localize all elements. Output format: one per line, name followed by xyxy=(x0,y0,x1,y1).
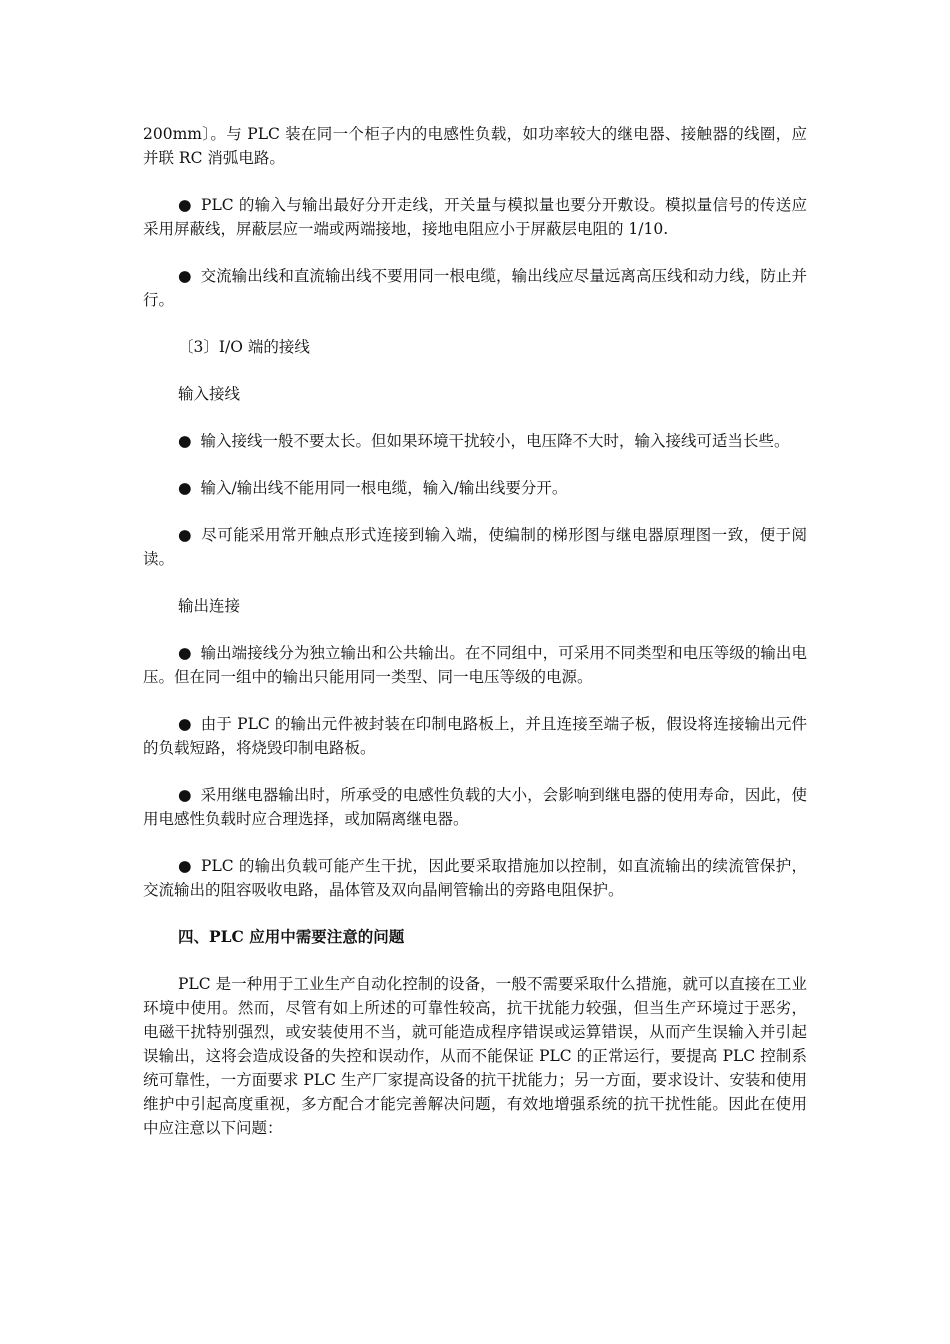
bullet-text: 由于 PLC 的输出元件被封装在印制电路板上，并且连接至端子板，假设将连接输出元件的负载短路，将烧毁印制电路板。 xyxy=(143,715,807,757)
bullet-icon: ● xyxy=(178,786,192,804)
subheading-text: 输出连接 xyxy=(178,597,241,615)
bullet-output-groups xyxy=(143,641,807,689)
subheading-text: 输入接线 xyxy=(178,385,241,403)
bullet-text: 输入/输出线不能用同一根电缆，输入/输出线要分开。 xyxy=(200,479,568,497)
bullet-output-load-interference xyxy=(143,854,807,902)
bullet-ac-dc-output-lines xyxy=(143,264,807,312)
bullet-relay-output xyxy=(143,783,807,831)
paragraph-text: 200mm〕。与 PLC 装在同一个柜子内的电感性负载，如功率较大的继电器、接触器的线圈，应并联 RC 消弧电路。 xyxy=(143,125,807,167)
bullet-icon: ● xyxy=(178,857,192,875)
bullet-icon: ● xyxy=(178,267,192,285)
bullet-text: 输入接线一般不要太长。但如果环境干扰较小，电压降不大时，输入接线可适当长些。 xyxy=(200,432,790,450)
bullet-output-short-circuit xyxy=(143,712,807,760)
section-heading-plc-issues xyxy=(143,925,807,949)
subsection-title-text: 〔3〕I/O 端的接线 xyxy=(178,338,310,356)
bullet-icon: ● xyxy=(178,526,192,544)
bullet-text: 尽可能采用常开触点形式连接到输入端，使编制的梯形图与继电器原理图一致，便于阅读。 xyxy=(143,526,807,568)
bullet-icon: ● xyxy=(178,715,192,733)
bullet-io-separate-cable xyxy=(143,476,807,500)
bullet-text: 输出端接线分为独立输出和公共输出。在不同组中，可采用不同类型和电压等级的输出电压。但在同一组中的输出只能用同一类型、同一电压等级的电源。 xyxy=(143,644,807,686)
bullet-text: PLC 的输出负载可能产生干扰，因此要采取措施加以控制，如直流输出的续流管保护，交流输出的阻容吸收电路，晶体管及双向晶闸管输出的旁路电阻保护。 xyxy=(143,857,807,899)
bullet-input-wire-length xyxy=(143,429,807,453)
subheading-output-connection xyxy=(143,594,807,618)
bullet-icon: ● xyxy=(178,196,192,214)
subsection-title-io-wiring xyxy=(143,335,807,359)
bullet-icon: ● xyxy=(178,432,192,450)
bullet-text: 交流输出线和直流输出线不要用同一根电缆，输出线应尽量远离高压线和动力线，防止并行。 xyxy=(143,267,807,309)
paragraph-plc-reliability xyxy=(143,972,807,1140)
bullet-normally-open-contacts xyxy=(143,523,807,571)
bullet-text: 采用继电器输出时，所承受的电感性负载的大小，会影响到继电器的使用寿命，因此，使用电感性负载时应合理选择，或加隔离继电器。 xyxy=(143,786,807,828)
bullet-io-separate-wiring xyxy=(143,193,807,241)
paragraph-text: PLC 是一种用于工业生产自动化控制的设备，一般不需要采取什么措施，就可以直接在工业环境中使用。然而，尽管有如上所述的可靠性较高，抗干扰能力较强，但当生产环境过于恶劣，电磁干扰特别强烈，或安装使用不当，就可能造成程序错误或运算错误，从而产生误输入并引起误输出，这将会造成设备的失控和误动作，从而不能保证 PLC 的正常运行，要提高 PLC 控制系统可靠性，一方面要求 PLC 生产厂家提高设备的抗干扰能力；另一方面，要求设计、安装和使用维护中引起高度重视，多方配合才能完善解决问题，有效地增强系统的抗干扰性能。因此在使用中应注意以下问题： xyxy=(143,975,807,1137)
bullet-icon: ● xyxy=(178,479,192,497)
bullet-text: PLC 的输入与输出最好分开走线，开关量与模拟量也要分开敷设。模拟量信号的传送应采用屏蔽线，屏蔽层应一端或两端接地，接地电阻应小于屏蔽层电阻的 1/10. xyxy=(143,196,807,238)
bullet-icon: ● xyxy=(178,644,192,662)
subheading-input-wiring xyxy=(143,382,807,406)
document-body xyxy=(143,122,807,1163)
paragraph-rc-arc-suppression xyxy=(143,122,807,170)
section-heading-text: 四、PLC 应用中需要注意的问题 xyxy=(178,927,405,946)
